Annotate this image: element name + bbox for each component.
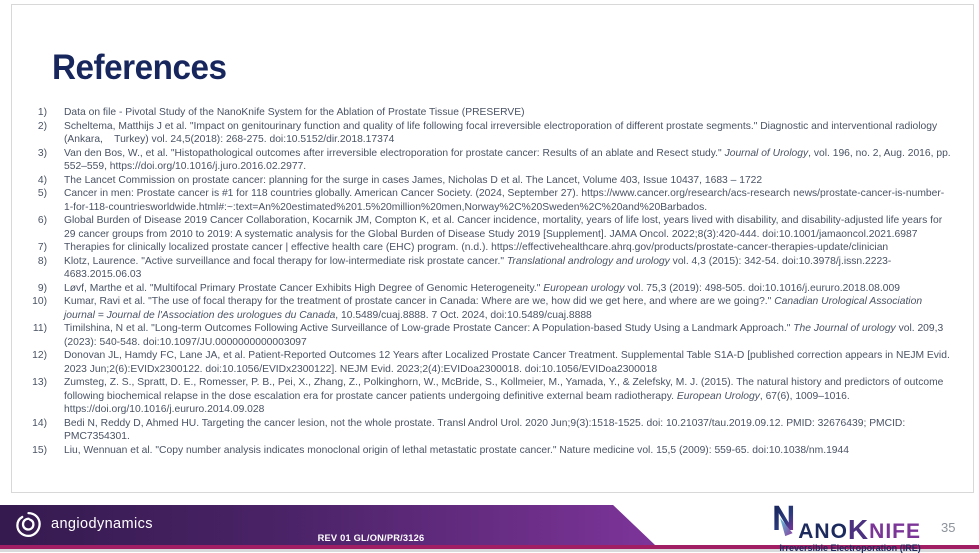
reference-item (32, 214, 953, 241)
nanoknife-wordmark-part2: K (847, 514, 870, 546)
nanoknife-n-icon (770, 504, 797, 542)
reference-item (32, 255, 953, 282)
reference-number: 10) (32, 296, 47, 307)
reference-text: Van den Bos, W., et al. "Histopathological outcomes after irreversible electroporation for prostate cancer: Results of an ablate and Resect study." Journal of Urology, vol. 196, no. 2, Aug. 2016, pp. 552–559, https://doi.org/10.1016/j.juro.2016.02.2977. (64, 147, 954, 172)
reference-text: Kumar, Ravi et al. "The use of focal therapy for the treatment of prostate cancer in Canada: Where are we, how did we get here, and where are we going?." Canadian Urological Association journal = Journal de l'Association des urologues du Canada, 10.5489/cuaj.8888. 7 Oct. 2024, doi:10.5489/cuaj.8888 (64, 296, 925, 321)
reference-item (32, 444, 953, 458)
references-list (32, 106, 953, 457)
reference-item (32, 417, 953, 444)
rev-code: REV 01 GL/ON/PR/3126 (317, 533, 425, 543)
reference-text: Global Burden of Disease 2019 Cancer Collaboration, Kocarnik JM, Compton K, et al. Cancer incidence, mortality, years of life lost, years lived with disability, and disability-adjusted life years for 29 cancer groups from 2010 to 2019: A systematic analysis for the Global Burden of Disease Study 2019 [Supplement]. JAMA Oncol. 2022;8(3):420-444. doi:10.1001/jamaoncol.2021.6987 (64, 215, 946, 240)
reference-text: Donovan JL, Hamdy FC, Lane JA, et al. Patient-Reported Outcomes 12 Years after Localized Prostate Cancer Treatment. Supplemental Table S1A-D [published correction appears in NEJM Evid. 2023 Jun;2(6):EVIDx2300122. doi:10.1056/EVIDx2300122]. NEJM Evid. 2023;2(4):EVIDoa2300018. doi:10.1056/EVIDoa2300018 (64, 350, 953, 375)
reference-number: 8) (37, 255, 47, 267)
reference-text: Liu, Wennuan et al. "Copy number analysis indicates monoclonal origin of lethal metastatic prostate cancer." Nature medicine vol. 15,5 (2009): 559-65. doi:10.1038/nm.1944 (64, 444, 849, 456)
nanoknife-wordmark-part3: NIFE (869, 520, 921, 543)
reference-text: Therapies for clinically localized prostate cancer | effective health care (EHC) program. (n.d.). https://effectivehealthcare.ahrq.gov/products/prostate-cancer-therapies-update/clinician (64, 242, 889, 253)
reference-text: The Lancet Commission on prostate cancer: planning for the surge in cases James, Nicholas D et al. The Lancet, Volume 403, Issue 10437, 1683 – 1722 (64, 174, 763, 186)
brand-name: angiodynamics (51, 516, 153, 532)
reference-number: 5) (37, 188, 47, 199)
reference-number: 1) (37, 107, 47, 118)
reference-number: 3) (37, 147, 47, 159)
nanoknife-subtitle: Irreversible Electroporation (IRE) (779, 543, 921, 553)
reference-item (32, 120, 953, 147)
reference-item (32, 106, 953, 120)
reference-number: 6) (37, 215, 47, 226)
reference-number: 7) (37, 242, 47, 253)
reference-item (32, 349, 953, 376)
angiodynamics-swirl-icon (15, 511, 42, 538)
reference-item (32, 295, 953, 322)
reference-number: 12) (32, 350, 47, 361)
reference-item (32, 282, 953, 296)
reference-number: 13) (32, 377, 47, 388)
reference-text: Løvf, Marthe et al. "Multifocal Primary Prostate Cancer Exhibits High Degree of Genomic Heterogeneity." European urology vol. 75,3 (2019): 498-505. doi:10.1016/j.eururo.2018.08.009 (64, 282, 900, 294)
reference-item (32, 147, 953, 174)
reference-item (32, 187, 953, 214)
page-number: 35 (941, 520, 956, 535)
reference-item (32, 376, 953, 417)
nanoknife-wordmark-part1: ANO (798, 520, 848, 543)
reference-text: Cancer in men: Prostate cancer is #1 for 118 countries globally. American Cancer Society. (2024, September 27). https://www.cancer.org/research/acs-research news/prostate-cancer-is-number-1-for-118-countriesworldwide.html#:~:text=An%20estimated%201.5%20million%20men,Norway%2C%20Sweden%2C%20and%20Barbados. (64, 188, 945, 213)
reference-number: 2) (37, 120, 47, 132)
reference-text: Zumsteg, Z. S., Spratt, D. E., Romesser, P. B., Pei, X., Zhang, Z., Polkinghorn, W., McBride, S., Kollmeier, M., Yamada, Y., & Zelefsky, M. J. (2015). The natural history and predictors of outcome following biochemical relapse in the dose escalation era for prostate cancer patients undergoing definitive external beam radiotherapy. European Urology, 67(6), 1009–1016. https://doi.org/10.1016/j.eururo.2014.09.028 (64, 377, 947, 415)
reference-number: 4) (37, 174, 47, 186)
reference-number: 9) (37, 282, 47, 294)
reference-text: Scheltema, Matthijs J et al. "Impact on genitourinary function and quality of life following focal irreversible electroporation of different prostate segments." Diagnostic and interventional radiology (Ankara, Turkey) vol. 24,5(2018): 268-275. doi:10.5152/dir.2018.17374 (64, 120, 940, 145)
reference-number: 11) (32, 323, 47, 334)
reference-text: Data on file - Pivotal Study of the NanoKnife System for the Ablation of Prostate Tissue (PRESERVE) (64, 107, 525, 118)
reference-item (32, 174, 953, 188)
reference-text: Timilshina, N et al. "Long-term Outcomes Following Active Surveillance of Low-grade Prostate Cancer: A Population-based Study Using a Landmark Approach." The Journal of urology vol. 209,3 (2023): 540-548. doi:10.1097/JU.0000000000003097 (64, 323, 947, 348)
reference-number: 15) (32, 444, 47, 456)
reference-item (32, 322, 953, 349)
reference-number: 14) (32, 417, 47, 429)
page-title: References (52, 48, 227, 88)
reference-text: Klotz, Laurence. "Active surveillance and focal therapy for low-intermediate risk prostate cancer." Translational andrology and urology vol. 4,3 (2015): 342-54. doi:10.3978/j.issn.2223-4683.2015.06.03 (64, 255, 892, 280)
angiodynamics-logo (15, 509, 153, 539)
reference-item (32, 241, 953, 255)
nanoknife-logo (770, 504, 921, 553)
reference-text: Bedi N, Reddy D, Ahmed HU. Targeting the cancer lesion, not the whole prostate. Transl Androl Urol. 2020 Jun;9(3):1518-1525. doi: 10.21037/tau.2019.09.12. PMID: 32676439; PMCID: PMC7354301. (64, 417, 909, 442)
